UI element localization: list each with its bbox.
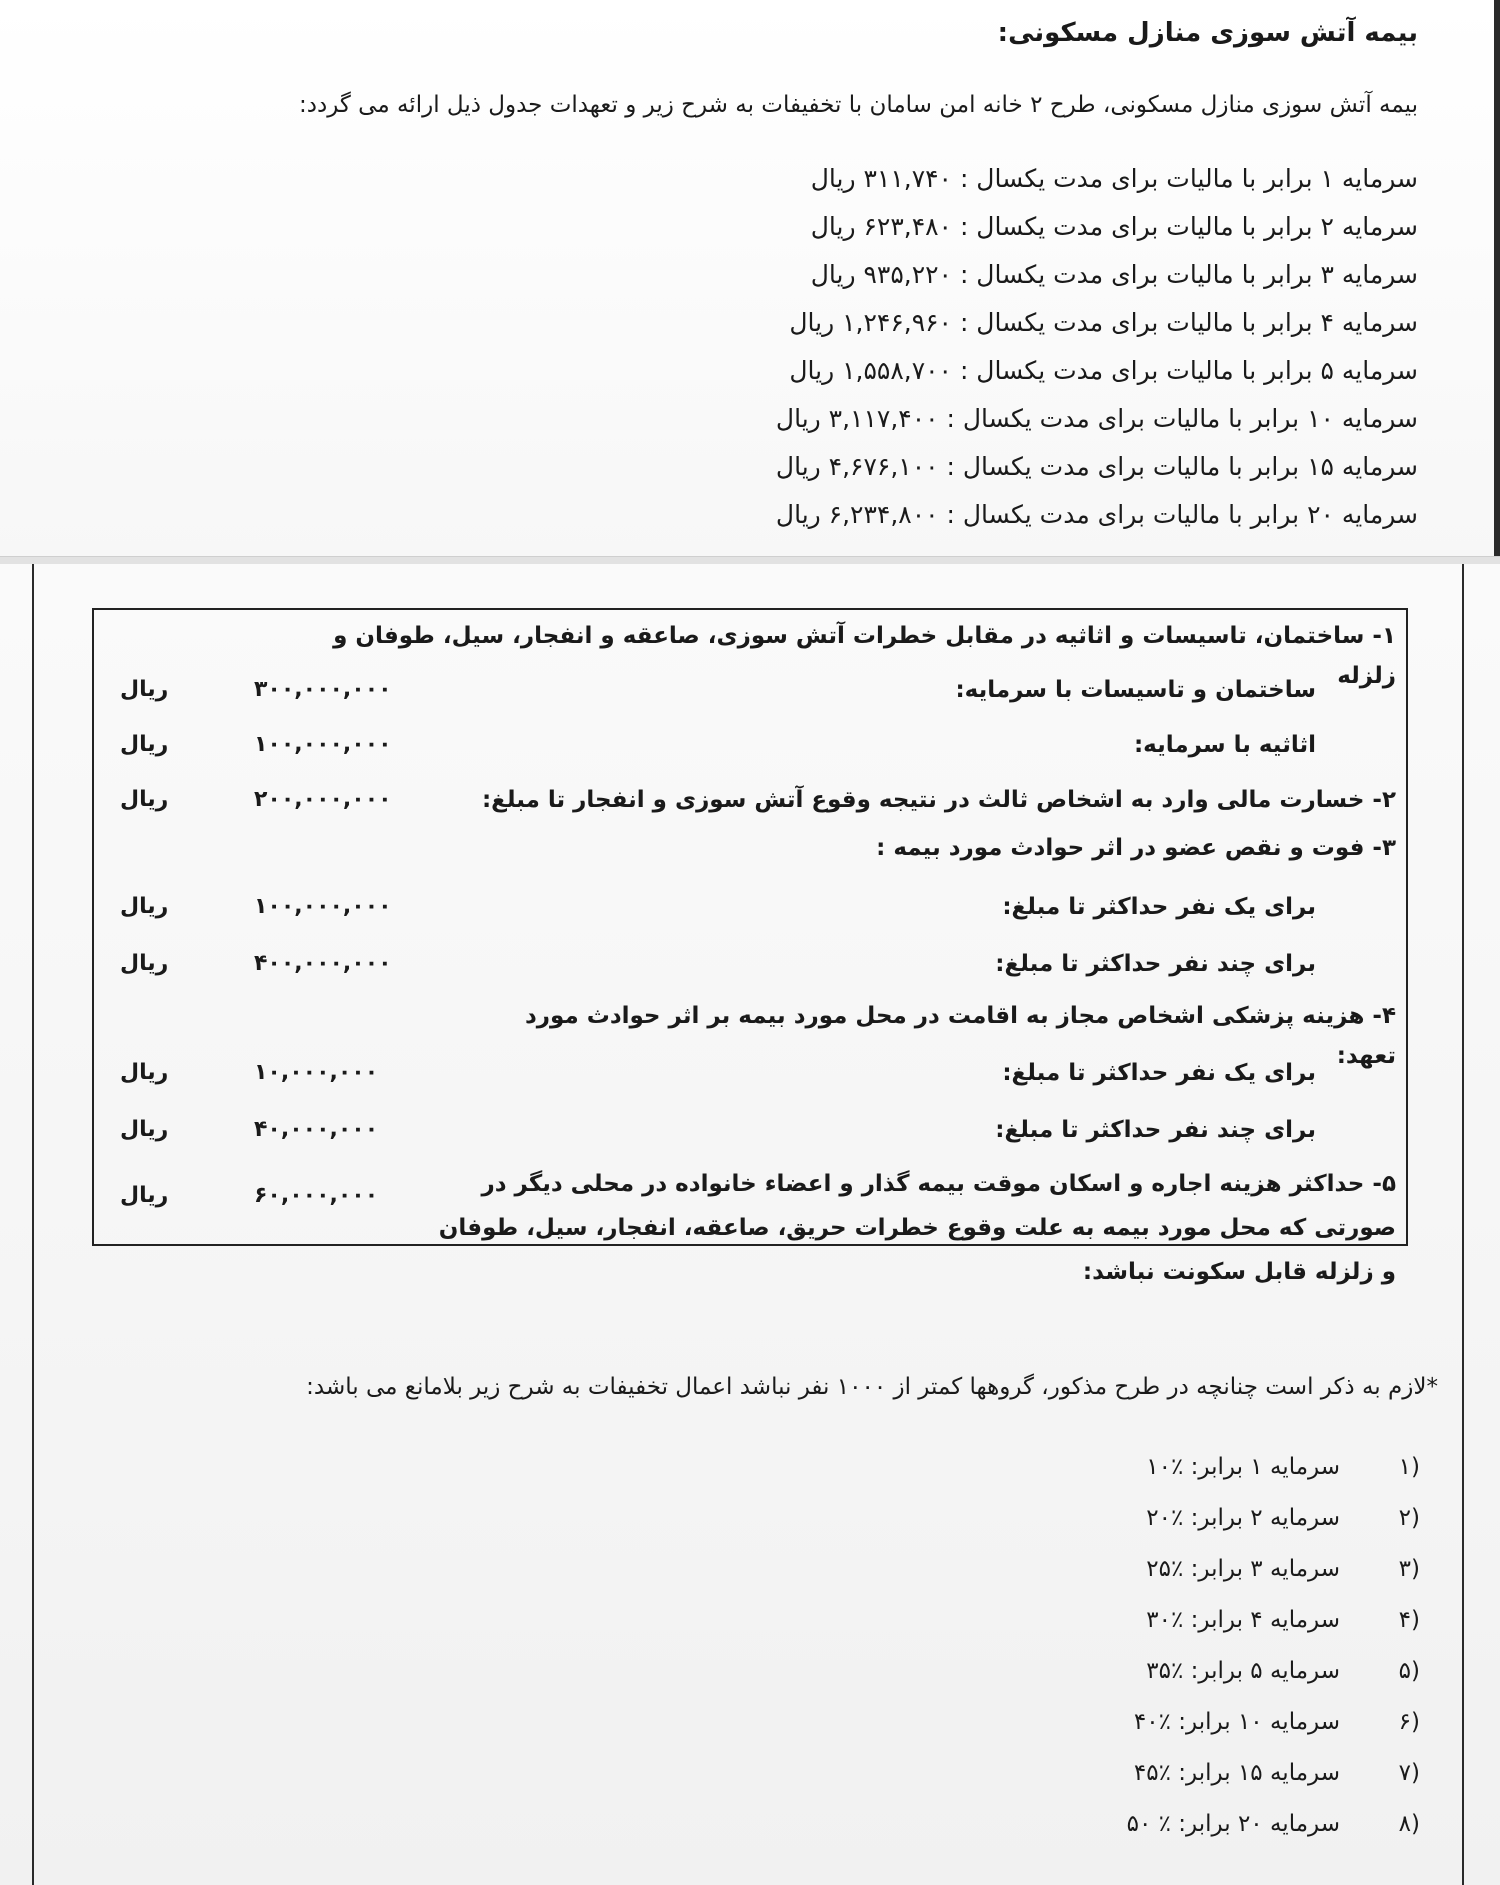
list-item	[418, 251, 1418, 299]
rate-amount: ۱,۲۴۶,۹۶۰ ریال	[789, 308, 952, 337]
currency-unit: ریال	[120, 1117, 169, 1142]
rate-label: سرمایه ۵ برابر با مالیات برای مدت یکسال :	[959, 356, 1418, 385]
coverage-item-title: ۳- فوت و نقص عضو در اثر حوادث مورد بیمه :	[876, 835, 1396, 861]
currency-unit: ریال	[120, 951, 169, 976]
right-margin-rule	[1462, 564, 1464, 1885]
currency-unit: ریال	[120, 894, 169, 919]
coverage-label: برای چند نفر حداکثر تا مبلغ:	[995, 1117, 1316, 1143]
list-item	[418, 299, 1418, 347]
premium-rate-list	[418, 155, 1418, 539]
discount-text: سرمایه ۵ برابر: ٪۳۵	[1146, 1658, 1340, 1684]
currency-unit: ریال	[120, 1183, 169, 1208]
list-item	[418, 443, 1418, 491]
right-margin-rule	[1494, 0, 1500, 560]
rate-amount: ۶,۲۳۴,۸۰۰ ریال	[775, 500, 939, 529]
list-item	[920, 1595, 1420, 1646]
list-item	[418, 203, 1418, 251]
list-item	[920, 1748, 1420, 1799]
list-item	[418, 347, 1418, 395]
coverage-amount: ۴۰,۰۰۰,۰۰۰	[254, 1117, 379, 1142]
rate-amount: ۶۲۳,۴۸۰ ریال	[810, 212, 952, 241]
left-margin-rule	[32, 564, 34, 1885]
currency-unit: ریال	[120, 1060, 169, 1085]
list-item	[920, 1799, 1420, 1850]
coverage-label: اثاثیه با سرمایه:	[1133, 732, 1316, 758]
coverage-row	[94, 616, 1406, 689]
coverage-row	[94, 725, 1406, 765]
rate-label: سرمایه ۱۰ برابر با مالیات برای مدت یکسال :	[946, 404, 1418, 433]
rate-amount: ۳,۱۱۷,۴۰۰ ریال	[775, 404, 939, 433]
item-number: ۲)	[1398, 1505, 1420, 1531]
group-discount-note: *لازم به ذکر است چنانچه در طرح مذکور، گروهها کمتر از ۱۰۰۰ نفر نباشد اعمال تخفیفات به شرح زیر بلامانع می باشد:	[306, 1374, 1438, 1400]
coverage-label: ساختمان و تاسیسات با سرمایه:	[955, 677, 1316, 703]
list-item	[920, 1493, 1420, 1544]
list-item	[920, 1646, 1420, 1697]
coverage-label: ۵- حداکثر هزینه اجاره و اسکان موقت بیمه گذار و اعضاء خانواده در محلی دیگر در صورتی که محل مورد بیمه به علت وقوع خطرات حریق، صاعقه، انفجار، سیل، طوفان و زلزله قابل سکونت نباشد:	[438, 1171, 1396, 1285]
coverage-amount: ۱۰۰,۰۰۰,۰۰۰	[254, 732, 392, 757]
coverage-row	[94, 828, 1406, 868]
rate-amount: ۹۳۵,۲۲۰ ریال	[810, 260, 952, 289]
coverage-amount: ۱۰,۰۰۰,۰۰۰	[254, 1060, 379, 1085]
discount-text: سرمایه ۲ برابر: ٪۲۰	[1146, 1505, 1340, 1531]
coverage-row	[94, 1053, 1406, 1093]
coverage-row	[94, 996, 1406, 1069]
list-item	[418, 395, 1418, 443]
item-number: ۱)	[1398, 1454, 1420, 1480]
item-number: ۳)	[1398, 1556, 1420, 1582]
coverage-row	[94, 780, 1406, 820]
discount-text: سرمایه ۴ برابر: ٪۳۰	[1146, 1607, 1340, 1633]
discount-text: سرمایه ۲۰ برابر: ٪ ۵۰	[1126, 1811, 1340, 1837]
item-number: ۵)	[1398, 1658, 1420, 1684]
coverage-amount: ۲۰۰,۰۰۰,۰۰۰	[254, 787, 392, 812]
rate-label: سرمایه ۲ برابر با مالیات برای مدت یکسال :	[959, 212, 1418, 241]
coverage-row	[94, 887, 1406, 927]
item-number: ۷)	[1398, 1760, 1420, 1786]
coverage-row	[94, 1162, 1406, 1285]
rate-label: سرمایه ۴ برابر با مالیات برای مدت یکسال :	[959, 308, 1418, 337]
rate-amount: ۴,۶۷۶,۱۰۰ ریال	[775, 452, 939, 481]
list-item	[920, 1442, 1420, 1493]
list-item	[920, 1697, 1420, 1748]
coverage-label: برای یک نفر حداکثر تا مبلغ:	[1002, 1060, 1316, 1086]
coverage-label: برای یک نفر حداکثر تا مبلغ:	[1002, 894, 1316, 920]
coverage-table	[92, 608, 1408, 1285]
discount-text: سرمایه ۱۰ برابر: ٪۴۰	[1133, 1709, 1340, 1735]
coverage-amount: ۳۰۰,۰۰۰,۰۰۰	[254, 677, 392, 702]
item-number: ۶)	[1398, 1709, 1420, 1735]
rate-amount: ۳۱۱,۷۴۰ ریال	[810, 164, 952, 193]
intro-paragraph: بیمه آتش سوزی منازل مسکونی، طرح ۲ خانه امن سامان با تخفیفات به شرح زیر و تعهدات جدول ذیل ارائه می گردد:	[298, 92, 1418, 118]
coverage-row	[94, 670, 1406, 710]
rate-label: سرمایه ۱ برابر با مالیات برای مدت یکسال :	[959, 164, 1418, 193]
coverage-item-title: ۴- هزینه پزشکی اشخاص مجاز به اقامت در محل مورد بیمه بر اثر حوادث مورد تعهد:	[525, 1003, 1396, 1069]
currency-unit: ریال	[120, 787, 169, 812]
currency-unit: ریال	[120, 677, 169, 702]
discount-text: سرمایه ۱ برابر: ٪۱۰	[1146, 1454, 1340, 1480]
coverage-item-title: ۱- ساختمان، تاسیسات و اثاثیه در مقابل خطرات آتش سوزی، صاعقه و انفجار، سیل، طوفان و زلزله	[333, 623, 1396, 689]
coverage-amount: ۴۰۰,۰۰۰,۰۰۰	[254, 951, 392, 976]
item-number: ۴)	[1398, 1607, 1420, 1633]
discount-text: سرمایه ۳ برابر: ٪۲۵	[1146, 1556, 1340, 1582]
coverage-label: ۲- خسارت مالی وارد به اشخاص ثالث در نتیجه وقوع آتش سوزی و انفجار تا مبلغ:	[481, 787, 1396, 813]
page-section-top	[0, 0, 1500, 560]
rate-label: سرمایه ۳ برابر با مالیات برای مدت یکسال :	[959, 260, 1418, 289]
discount-text: سرمایه ۱۵ برابر: ٪۴۵	[1133, 1760, 1340, 1786]
list-item	[920, 1544, 1420, 1595]
currency-unit: ریال	[120, 732, 169, 757]
discount-list	[920, 1442, 1420, 1850]
list-item	[418, 491, 1418, 539]
item-number: ۸)	[1398, 1811, 1420, 1837]
document-title: بیمه آتش سوزی منازل مسکونی:	[997, 18, 1418, 48]
list-item	[418, 155, 1418, 203]
coverage-row	[94, 944, 1406, 984]
coverage-amount: ۱۰۰,۰۰۰,۰۰۰	[254, 894, 392, 919]
coverage-row	[94, 1110, 1406, 1150]
coverage-label: برای چند نفر حداکثر تا مبلغ:	[995, 951, 1316, 977]
coverage-amount: ۶۰,۰۰۰,۰۰۰	[254, 1183, 379, 1208]
rate-label: سرمایه ۲۰ برابر با مالیات برای مدت یکسال :	[946, 500, 1418, 529]
rate-label: سرمایه ۱۵ برابر با مالیات برای مدت یکسال :	[946, 452, 1418, 481]
rate-amount: ۱,۵۵۸,۷۰۰ ریال	[789, 356, 952, 385]
